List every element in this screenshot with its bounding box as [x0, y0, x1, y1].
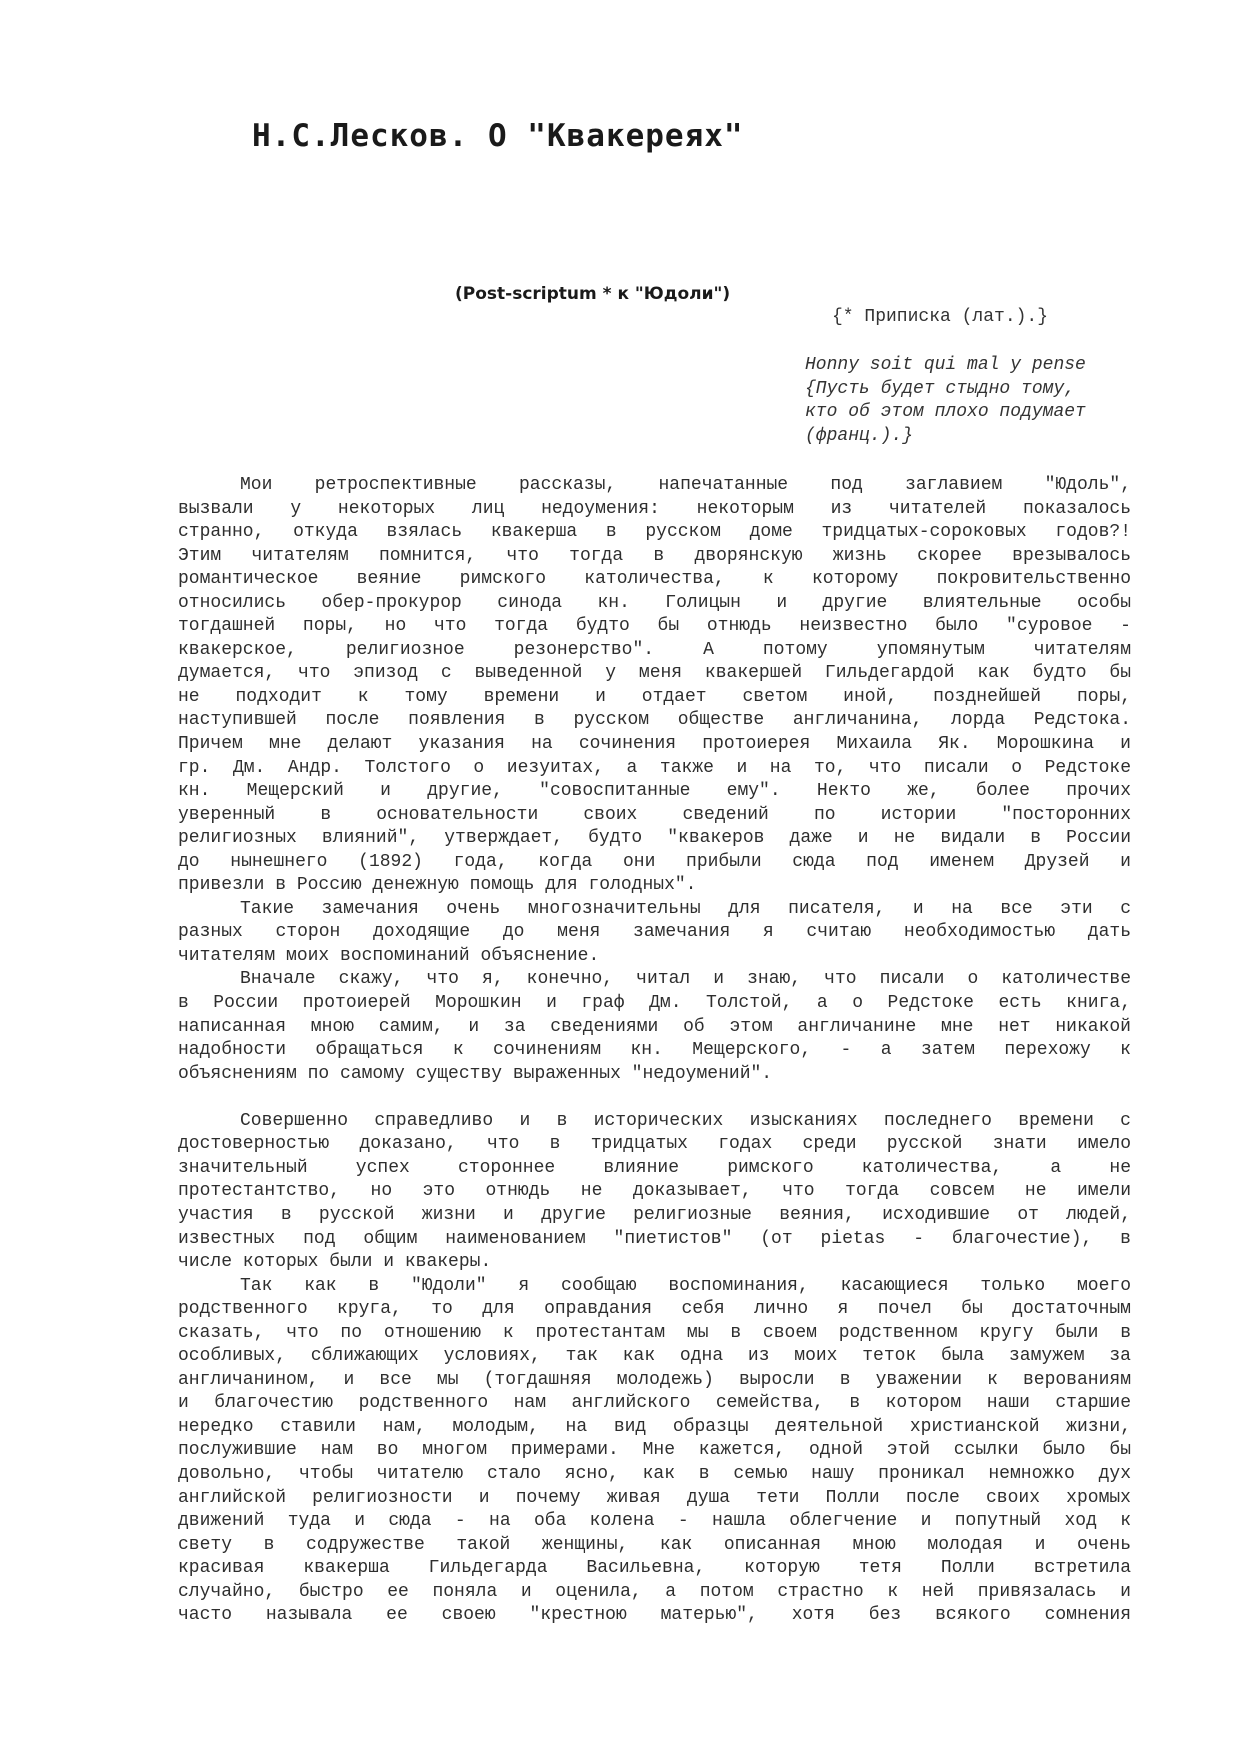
- body-line: достоверностью доказано, что в тридцатых годах среди русской знати имело: [178, 1134, 1131, 1155]
- body-line: квакерское, религиозное резонерство". А потому упомянутым читателям: [178, 639, 1131, 660]
- body-line: и благочестию родственного нам английского семейства, в котором наши старшие: [178, 1393, 1131, 1414]
- body-line: участия в русской жизни и другие религиозные веяния, исходившие от людей,: [178, 1204, 1131, 1225]
- body-line: числе которых были и квакеры.: [178, 1252, 492, 1273]
- body-line: Так как в "Юдоли" я сообщаю воспоминания, касающиеся только моего: [240, 1275, 1131, 1296]
- body-line: красивая квакерша Гильдегарда Васильевна, которую тетя Полли встретила: [178, 1558, 1131, 1579]
- body-line: тогдашней поры, но что тогда будто бы отнюдь неизвестно было "суровое -: [178, 616, 1131, 637]
- body-line: разных сторон доходящие до меня замечания я считаю необходимостью дать: [178, 922, 1131, 943]
- body-line: послужившие нам во многом примерами. Мне кажется, одной этой ссылки было бы: [178, 1440, 1131, 1461]
- body-line: Этим читателям помнится, что тогда в дворянскую жизнь скорее врезывалось: [178, 545, 1131, 566]
- epigraph-line: Honny soit qui mal y pense: [805, 355, 1086, 375]
- paragraph-spacer: [178, 1086, 1131, 1110]
- body-line: особливых, сближающих условиях, так как одна из моих теток была замужем за: [178, 1346, 1131, 1367]
- body-line: надобности обращаться к сочинениям кн. Мещерского, - а затем перехожу к: [178, 1040, 1131, 1061]
- body-line: сказать, что по отношению к протестантам мы в своем родственном кругу были в: [178, 1322, 1131, 1343]
- body-line: нередко ставили нам, молодым, на вид образцы деятельной христианской жизни,: [178, 1416, 1131, 1437]
- body-line: английской религиозности и почему живая душа тети Полли после своих хромых: [178, 1487, 1131, 1508]
- body-line: Мои ретроспективные рассказы, напечатанные под заглавием "Юдоль",: [240, 475, 1131, 495]
- body-line: до нынешнего (1892) года, когда они прибыли сюда под именем Друзей и: [178, 851, 1131, 872]
- epigraph-line: кто об этом плохо подумает: [805, 402, 1086, 422]
- translation-footnote: {* Приписка (лат.).}: [832, 307, 1049, 327]
- body-line: привезли в Россию денежную помощь для голодных".: [178, 875, 697, 896]
- body-line: Такие замечания очень многозначительны для писателя, и на все эти с: [240, 898, 1131, 919]
- body-line: странно, откуда взялась квакерша в русском доме тридцатых-сороковых годов?!: [178, 522, 1131, 543]
- body-line: вызвали у некоторых лиц недоумения: некоторым из читателей показалось: [178, 498, 1131, 519]
- body-line: наступившей после появления в русском обществе англичанина, лорда Редстока.: [178, 710, 1131, 731]
- body-text: [178, 474, 1131, 1628]
- body-line: известных под общим наименованием "пиетистов" (от pietas - благочестие), в: [178, 1228, 1131, 1249]
- body-line: гр. Дм. Андр. Толстого о иезуитах, а также и на то, что писали о Редстоке: [178, 757, 1131, 778]
- body-line: значительный успех стороннее влияние римского католичества, а не: [178, 1157, 1131, 1178]
- body-line: объяснениям по самому существу выраженных "недоумений".: [178, 1063, 773, 1084]
- document-title: Н.С.Лесков. О "Квакереях": [252, 118, 744, 154]
- body-line: протестантство, но это отнюдь не доказывает, что тогда совсем не имели: [178, 1181, 1131, 1202]
- body-line: Вначале скажу, что я, конечно, читал и знаю, что писали о католичестве: [240, 969, 1131, 990]
- body-line: движений туда и сюда - на оба колена - нашла облегчение и попутный ход к: [178, 1511, 1131, 1532]
- body-line: уверенный в основательности своих сведений по истории "посторонних: [178, 804, 1131, 825]
- body-line: думается, что эпизод с выведенной у меня квакершей Гильдегардой как будто бы: [178, 663, 1131, 684]
- body-line: довольно, чтобы читателю стало ясно, как в семью нашу проникал немножко дух: [178, 1463, 1131, 1484]
- body-line: англичанином, и все мы (тогдашняя молодежь) выросли в уважении к верованиям: [178, 1369, 1131, 1390]
- body-line: относились обер-прокурор синода кн. Голицын и другие влиятельные особы: [178, 592, 1131, 613]
- body-line: родственного круга, то для оправдания себя лично я почел бы достаточным: [178, 1299, 1131, 1320]
- body-line: читателям моих воспоминаний объяснение.: [178, 945, 600, 966]
- body-line: не подходит к тому времени и отдает светом иной, позднейшей поры,: [178, 686, 1131, 707]
- body-line: кн. Мещерский и другие, "совоспитанные ему". Некто же, более прочих: [178, 781, 1131, 802]
- body-line: религиозных влияний", утверждает, будто "квакеров даже и не видали в России: [178, 828, 1131, 849]
- document-subtitle: (Post-scriptum * к "Юдоли"): [455, 284, 731, 304]
- body-line: Причем мне делают указания на сочинения протоиерея Михаила Як. Морошкина и: [178, 734, 1131, 755]
- body-line: написанная мною самим, и за сведениями об этом англичанине мне нет никакой: [178, 1016, 1131, 1037]
- body-line: в России протоиерей Морошкин и граф Дм. Толстой, а о Редстоке есть книга,: [178, 993, 1131, 1014]
- epigraph-line: (франц.).}: [805, 425, 914, 446]
- body-line: случайно, быстро ее поняла и оценила, а потом страстно к ней привязалась и: [178, 1581, 1131, 1602]
- body-line: Совершенно справедливо и в исторических изысканиях последнего времени с: [240, 1110, 1131, 1131]
- body-line: романтическое веяние римского католичества, к которому покровительственно: [178, 569, 1131, 590]
- epigraph-line: {Пусть будет стыдно тому,: [805, 378, 1076, 399]
- body-line: свету в содружестве такой женщины, как описанная мною молодая и очень: [178, 1534, 1131, 1555]
- body-line: часто называла ее своею "крестною матерью", хотя без всякого сомнения: [178, 1605, 1131, 1626]
- epigraph: [805, 354, 1086, 448]
